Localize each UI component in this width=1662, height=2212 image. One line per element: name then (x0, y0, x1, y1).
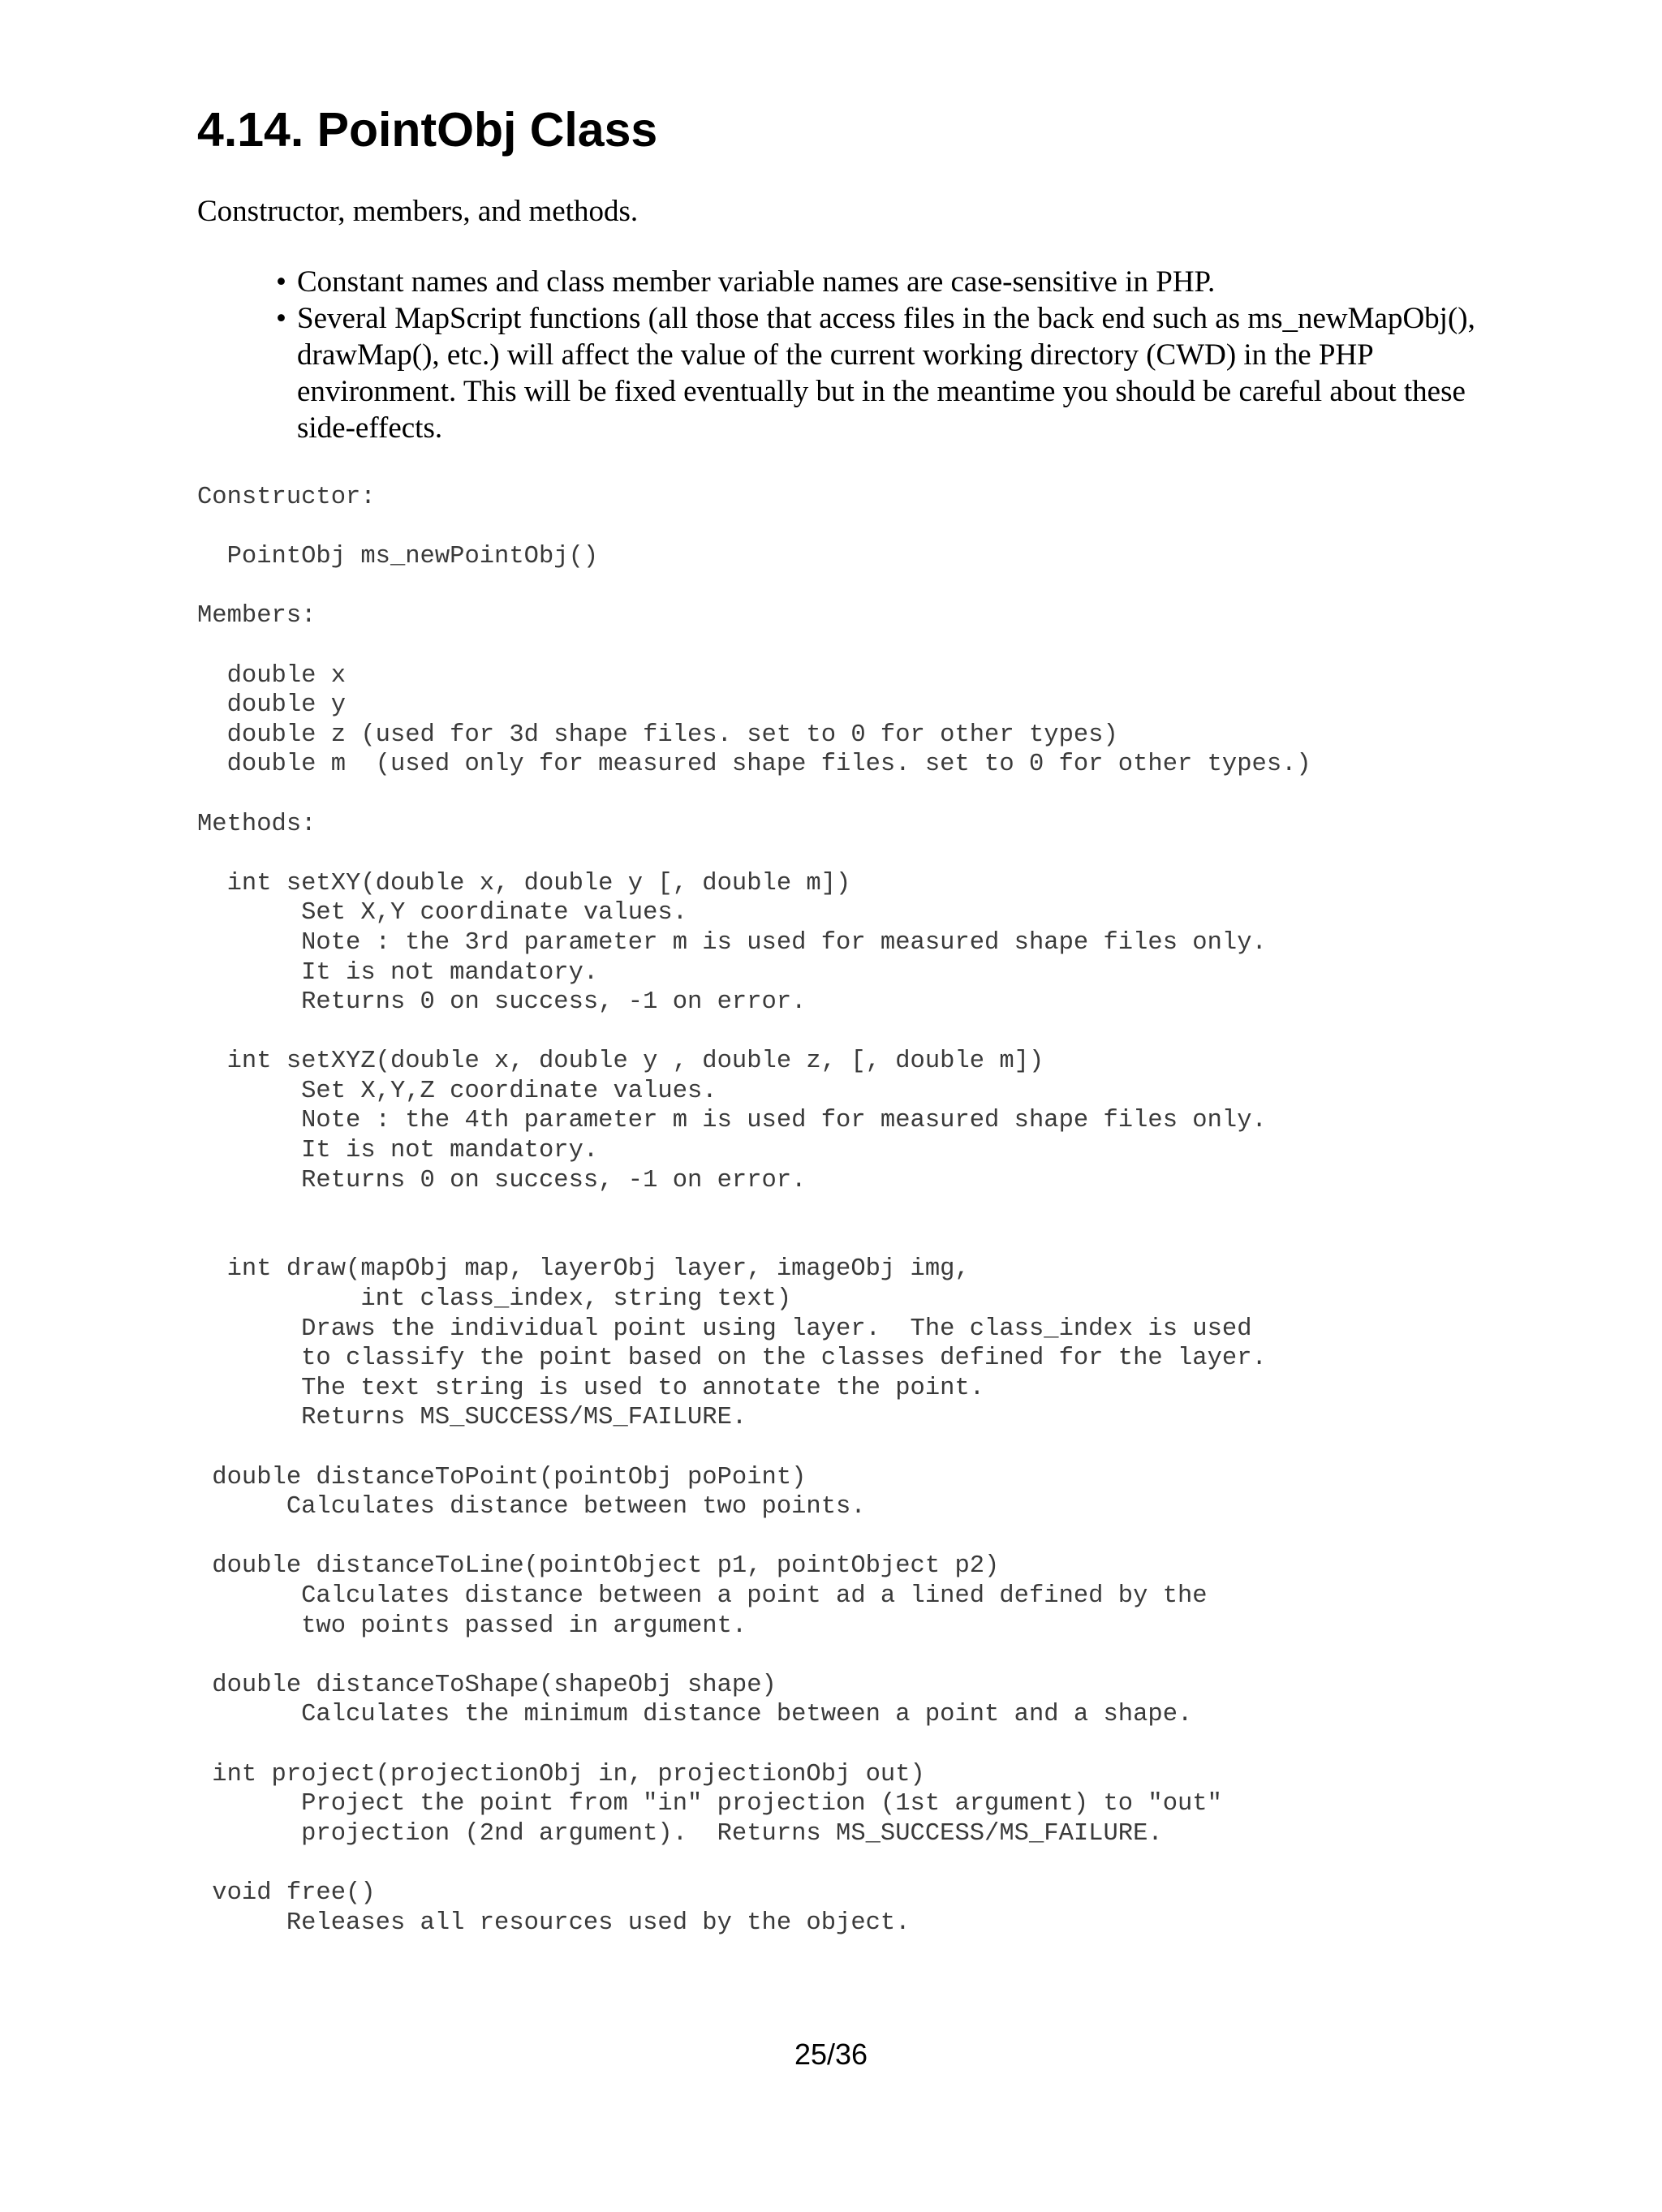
notes-list (276, 264, 1526, 446)
code-line (197, 1522, 1311, 1552)
code-line: Returns MS_SUCCESS/MS_FAILURE. (197, 1404, 747, 1432)
code-line (197, 572, 1311, 602)
code-line: Calculates distance between a point ad a lined defined by the (197, 1582, 1208, 1610)
code-line: double x (197, 661, 347, 690)
code-line: int setXY(double x, double y [, double m]) (197, 869, 851, 897)
code-line: Constructor: (197, 484, 376, 511)
code-line: It is not mandatory. (197, 1137, 599, 1165)
code-line: two points passed in argument. (197, 1612, 747, 1640)
code-line: int setXYZ(double x, double y , double z, [, double m]) (197, 1048, 1044, 1076)
code-line: Note : the 3rd parameter m is used for measured shape files only. (197, 928, 1267, 957)
code-line: Returns 0 on success, -1 on error. (197, 1166, 807, 1194)
code-line: double distanceToShape(shapeObj shape) (197, 1671, 777, 1699)
code-line: Methods: (197, 810, 316, 838)
code-line: Calculates the minimum distance between a point and a shape. (197, 1701, 1193, 1729)
code-line: Releases all resources used by the object. (197, 1909, 911, 1937)
code-line (197, 1195, 1311, 1225)
code-line (197, 1225, 1311, 1255)
code-line: double y (197, 691, 347, 720)
code-line: double distanceToPoint(pointObj poPoint) (197, 1463, 807, 1491)
page-number: 25/36 (794, 2038, 868, 2071)
code-line: Set X,Y,Z coordinate values. (197, 1077, 717, 1105)
code-line (197, 1848, 1311, 1878)
code-block (197, 483, 1311, 1938)
code-line: int draw(mapObj map, layerObj layer, imageObj img, (197, 1255, 970, 1284)
code-line: It is not mandatory. (197, 958, 599, 987)
code-line: PointObj ms_newPointObj() (197, 543, 599, 571)
note-item: • Several MapScript functions (all those that access files in the back end such as ms_newMapObj(), drawMap(), etc.) will affect the value of the current working directory (CWD) in the PHP environment. This will be fixed eventually but in the meantime you should be careful about these side-effects. (276, 300, 1526, 446)
code-line: Note : the 4th parameter m is used for measured shape files only. (197, 1107, 1267, 1135)
code-line: Project the point from "in" projection (1st argument) to "out" (197, 1790, 1222, 1818)
code-line (197, 780, 1311, 810)
code-line (197, 1433, 1311, 1463)
code-line (197, 1641, 1311, 1671)
code-line: to classify the point based on the classes defined for the layer. (197, 1345, 1267, 1373)
code-line (197, 1018, 1311, 1048)
code-line (197, 631, 1311, 661)
code-line: Members: (197, 602, 316, 630)
code-line: void free() (197, 1878, 376, 1907)
code-line (197, 513, 1311, 543)
code-line (197, 839, 1311, 869)
section-heading: 4.14. PointObj Class (197, 103, 658, 157)
code-line (197, 1730, 1311, 1760)
code-line: double z (used for 3d shape files. set to 0 for other types) (197, 721, 1118, 749)
code-line: double m (used only for measured shape files. set to 0 for other types.) (197, 751, 1311, 779)
code-line: int class_index, string text) (197, 1285, 792, 1314)
code-line: Draws the individual point using layer. The class_index is used (197, 1315, 1252, 1343)
code-line: projection (2nd argument). Returns MS_SUCCESS/MS_FAILURE. (197, 1819, 1163, 1848)
section-intro: Constructor, members, and methods. (197, 195, 639, 228)
code-line: double distanceToLine(pointObject p1, pointObject p2) (197, 1552, 1000, 1581)
note-item: • Constant names and class member variable names are case-sensitive in PHP. (276, 264, 1526, 300)
code-line: Calculates distance between two points. (197, 1493, 866, 1521)
code-line: Set X,Y coordinate values. (197, 899, 687, 927)
code-line: Returns 0 on success, -1 on error. (197, 988, 807, 1017)
code-line: The text string is used to annotate the point. (197, 1374, 985, 1402)
code-line: int project(projectionObj in, projectionObj out) (197, 1760, 925, 1788)
